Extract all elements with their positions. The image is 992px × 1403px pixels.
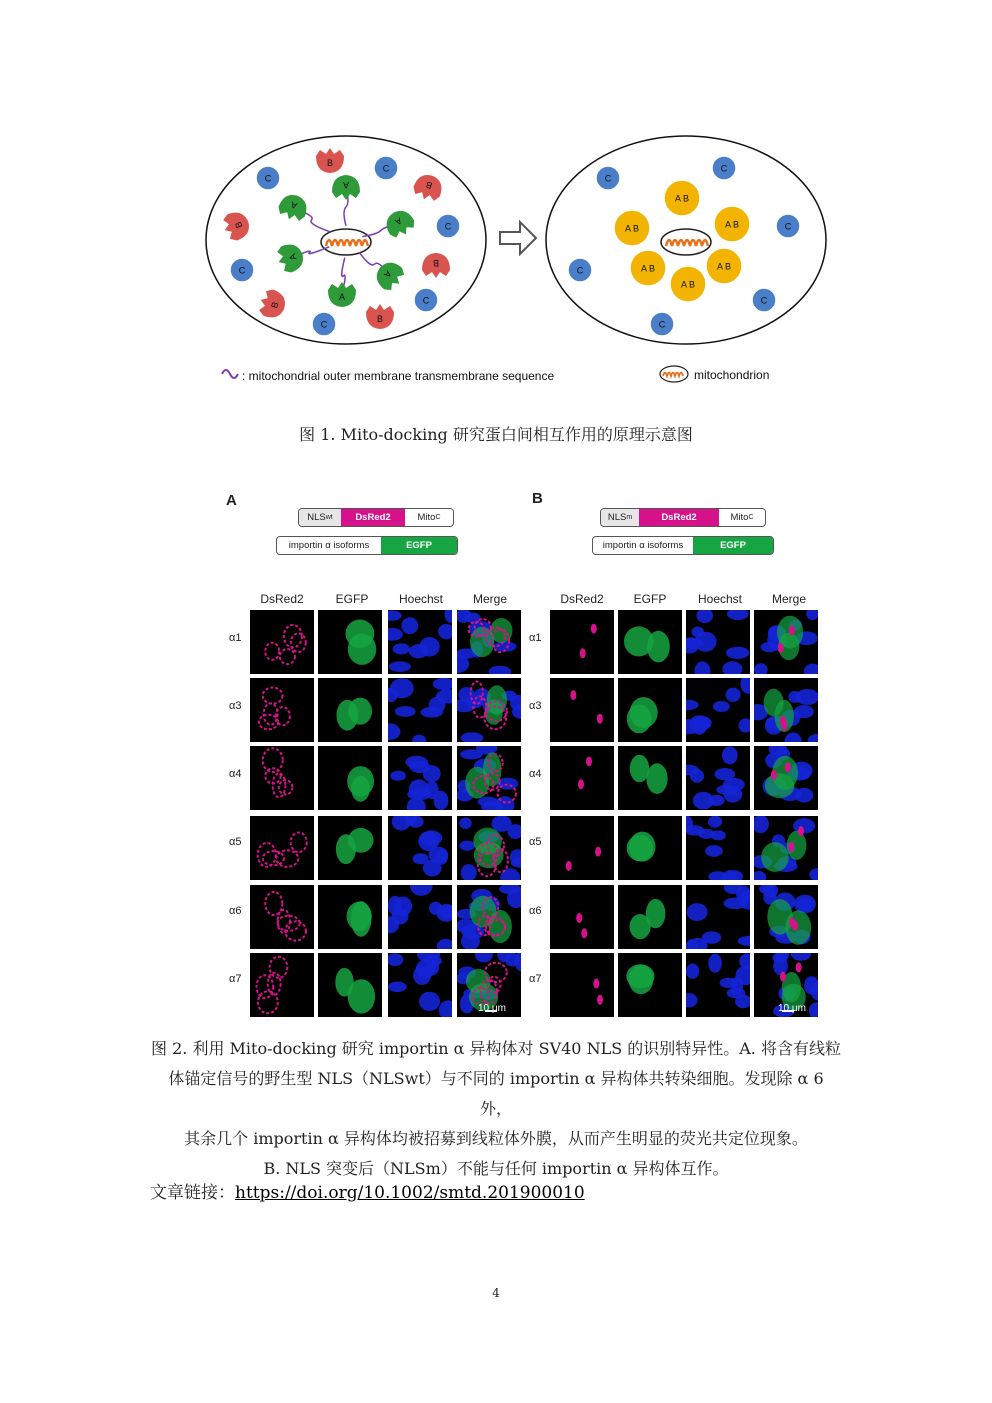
micrograph-tile — [686, 885, 750, 949]
micrograph-tile — [250, 816, 314, 880]
row-label-alpha6: α6 — [529, 905, 542, 917]
column-header-dsred2: DsRed2 — [560, 592, 604, 606]
micrograph-tile — [388, 610, 452, 674]
article-link-line — [150, 1178, 585, 1203]
protein-c-icon — [568, 258, 592, 282]
mitochondrion-icon — [661, 229, 711, 255]
micrograph-tile — [686, 610, 750, 674]
protein-c-icon — [414, 288, 438, 312]
column-header-egfp: EGFP — [335, 592, 369, 606]
svg-text:B: B — [326, 158, 334, 168]
nls-sub-label: wt — [325, 514, 333, 521]
row-label-alpha7: α7 — [529, 973, 542, 985]
micrograph-tile — [550, 610, 614, 674]
protein-c-icon — [650, 312, 674, 336]
micrograph-tile — [618, 885, 682, 949]
svg-text:C: C — [444, 221, 452, 232]
importin-segment: importin α isoforms — [593, 537, 693, 554]
svg-text:C: C — [320, 319, 328, 330]
column-header-dsred2: DsRed2 — [260, 592, 304, 606]
micrograph-tile — [388, 885, 452, 949]
row-label-alpha5: α5 — [529, 836, 542, 848]
protein-c-icon — [230, 258, 254, 282]
svg-text:B: B — [432, 258, 440, 268]
svg-text:C: C — [604, 173, 612, 184]
protein-c-icon — [752, 288, 776, 312]
svg-text:C: C — [264, 173, 272, 184]
construct-nlswt-dsred-mito — [298, 508, 454, 527]
svg-text:A B: A B — [680, 279, 696, 290]
micrograph-tile — [550, 885, 614, 949]
construct-importin-egfp — [592, 536, 774, 555]
micrograph-tile — [550, 953, 614, 1017]
micrograph-tile — [686, 953, 750, 1017]
svg-text:C: C — [576, 265, 584, 276]
svg-text:C: C — [422, 295, 430, 306]
micrograph-tile — [686, 678, 750, 742]
row-label-alpha6: α6 — [229, 905, 242, 917]
svg-text:A: A — [393, 215, 404, 228]
mito-sup-label: C — [748, 514, 754, 521]
caption-line: 其余几个 importin α 异构体均被招募到线粒体外膜，从而产生明显的荧光共定位现象。 — [184, 1129, 808, 1148]
micrograph-tile — [457, 610, 521, 674]
row-label-alpha3: α3 — [229, 700, 242, 712]
micrograph-tile — [388, 816, 452, 880]
column-header-hoechst: Hoechst — [398, 592, 444, 606]
micrograph-tile — [250, 746, 314, 810]
nls-segment — [601, 509, 639, 526]
legend-sequence-text: : mitochondrial outer membrane transmembrane sequence — [242, 369, 555, 383]
protein-c-icon — [712, 156, 736, 180]
svg-text:A: A — [381, 268, 394, 280]
micrograph-tile — [618, 610, 682, 674]
transmembrane-sequence-icon — [222, 370, 238, 378]
micrograph-tile — [388, 746, 452, 810]
caption-line: B. NLS 突变后（NLSm）不能与任何 importin α 异构体互作。 — [263, 1159, 729, 1178]
scale-bar-label-b: 10 μm — [778, 1003, 806, 1014]
egfp-segment: EGFP — [693, 537, 773, 554]
svg-text:C: C — [238, 265, 246, 276]
protein-c-icon — [312, 312, 336, 336]
column-header-merge: Merge — [472, 592, 507, 606]
micrograph-tile — [318, 610, 382, 674]
svg-text:A: A — [342, 180, 350, 190]
dsred-segment: DsRed2 — [639, 509, 719, 526]
mito-label: Mito — [417, 512, 436, 523]
column-header-egfp: EGFP — [633, 592, 667, 606]
importin-segment: importin α isoforms — [277, 537, 381, 554]
panel-a-letter: A — [226, 492, 237, 509]
svg-text:A: A — [289, 199, 299, 211]
figure-2-caption — [150, 1034, 842, 1184]
micrograph-tile — [388, 678, 452, 742]
svg-text:B: B — [233, 220, 245, 230]
micrograph-tile — [618, 816, 682, 880]
micrograph-tile — [754, 678, 818, 742]
egfp-segment: EGFP — [381, 537, 457, 554]
micrograph-tile — [754, 816, 818, 880]
protein-ab-complex-icon — [714, 206, 750, 242]
protein-ab-complex-icon — [664, 180, 700, 216]
micrograph-tile — [318, 746, 382, 810]
mito-label: Mito — [730, 512, 749, 523]
caption-line: 图 2. 利用 Mito-docking 研究 importin α 异构体对 SV40 NLS 的识别特异性。A. 将含有线粒 — [151, 1039, 841, 1058]
mitochondrion-legend-icon — [660, 366, 688, 382]
panel-b-letter: B — [532, 490, 543, 507]
mitochondrion-icon — [321, 229, 371, 255]
mito-sup-label: C — [435, 514, 441, 521]
nls-segment — [299, 509, 341, 526]
micrograph-tile — [457, 678, 521, 742]
nls-label: NLS — [607, 512, 627, 523]
svg-text:A B: A B — [724, 219, 740, 230]
svg-text:B: B — [269, 300, 281, 310]
protein-c-icon — [256, 166, 280, 190]
article-link[interactable]: https://doi.org/10.1002/smtd.201900010 — [235, 1183, 585, 1203]
micrograph-tile — [618, 953, 682, 1017]
nls-label: NLS — [307, 512, 326, 523]
column-header-merge: Merge — [771, 592, 806, 606]
legend-mito-text: mitochondrion — [694, 368, 770, 382]
micrograph-tile — [318, 953, 382, 1017]
column-header-hoechst: Hoechst — [697, 592, 743, 606]
figure-1-diagram — [200, 128, 840, 398]
construct-nlsm-dsred-mito — [600, 508, 766, 527]
svg-text:C: C — [658, 319, 666, 330]
mito-segment — [405, 509, 453, 526]
svg-text:A: A — [287, 252, 299, 262]
svg-text:C: C — [760, 295, 768, 306]
svg-text:C: C — [784, 221, 792, 232]
figure-1-svg — [200, 128, 840, 398]
micrograph-tile — [318, 885, 382, 949]
nls-sub-label: m — [626, 514, 633, 521]
protein-ab-complex-icon — [630, 250, 666, 286]
micrograph-tile — [250, 610, 314, 674]
article-link-label: 文章链接： — [150, 1183, 235, 1203]
row-label-alpha3: α3 — [529, 700, 542, 712]
protein-c-icon — [596, 166, 620, 190]
micrograph-tile — [550, 816, 614, 880]
scale-bar-label-a: 10 μm — [478, 1003, 506, 1014]
micrograph-tile — [457, 816, 521, 880]
svg-text:B: B — [424, 179, 434, 191]
micrograph-tile — [250, 885, 314, 949]
micrograph-tile — [618, 746, 682, 810]
svg-text:B: B — [376, 314, 384, 324]
process-arrow-icon — [500, 222, 536, 254]
svg-text:C: C — [720, 163, 728, 174]
micrograph-tile — [550, 678, 614, 742]
protein-ab-complex-icon — [670, 266, 706, 302]
protein-c-icon — [374, 156, 398, 180]
row-label-alpha1: α1 — [529, 632, 542, 644]
svg-text:A B: A B — [674, 193, 690, 204]
micrograph-tile — [457, 746, 521, 810]
micrograph-tile — [250, 678, 314, 742]
figure-1-caption: 图 1. Mito-docking 研究蛋白间相互作用的原理示意图 — [299, 425, 693, 444]
row-label-alpha5: α5 — [229, 836, 242, 848]
micrograph-tile — [550, 746, 614, 810]
row-label-alpha4: α4 — [529, 768, 542, 780]
row-label-alpha7: α7 — [229, 973, 242, 985]
micrograph-tile — [754, 885, 818, 949]
svg-text:A: A — [338, 292, 346, 302]
micrograph-tile — [686, 816, 750, 880]
micrograph-tile — [318, 678, 382, 742]
svg-text:A B: A B — [640, 263, 656, 274]
mito-segment — [719, 509, 765, 526]
protein-ab-complex-icon — [706, 248, 742, 284]
micrograph-tile — [457, 885, 521, 949]
micrograph-tile — [618, 678, 682, 742]
svg-text:A B: A B — [716, 261, 732, 272]
caption-line: 体锚定信号的野生型 NLS（NLSwt）与不同的 importin α 异构体共转染细胞。发现除 α 6 外， — [168, 1069, 824, 1118]
protein-c-icon — [776, 214, 800, 238]
micrograph-tile — [686, 746, 750, 810]
micrograph-tile — [754, 746, 818, 810]
micrograph-tile — [754, 610, 818, 674]
page-number: 4 — [492, 1286, 500, 1300]
svg-text:C: C — [382, 163, 390, 174]
micrograph-tile — [318, 816, 382, 880]
protein-c-icon — [436, 214, 460, 238]
dsred-segment: DsRed2 — [341, 509, 405, 526]
micrograph-tile — [388, 953, 452, 1017]
svg-text:A B: A B — [624, 223, 640, 234]
row-label-alpha1: α1 — [229, 632, 242, 644]
protein-ab-complex-icon — [614, 210, 650, 246]
construct-importin-egfp — [276, 536, 458, 555]
micrograph-tile — [250, 953, 314, 1017]
row-label-alpha4: α4 — [229, 768, 242, 780]
